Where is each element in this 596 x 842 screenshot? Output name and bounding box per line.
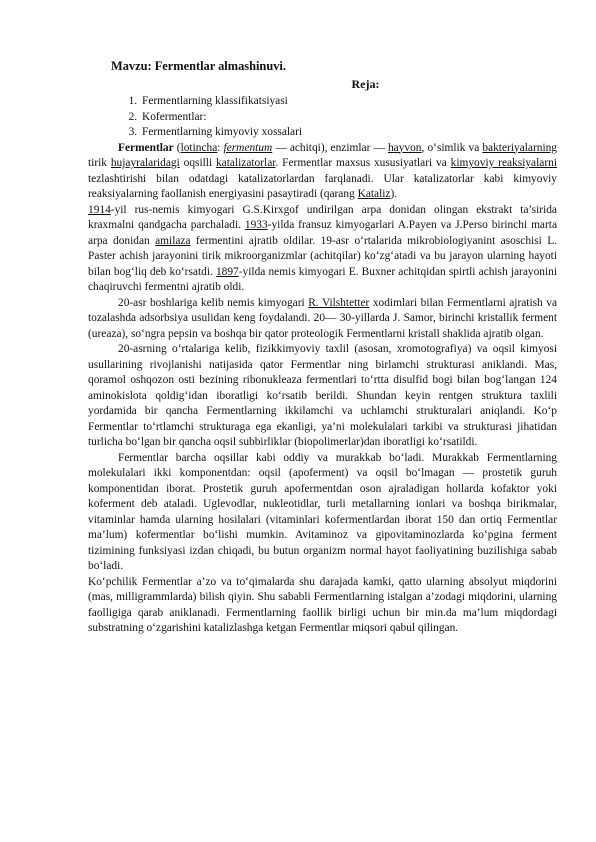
paragraph-composition: Fermentlar barcha oqsillar kabi oddiy va murakkab bo‘ladi. Murakkab Fermentlarning molekulalari ikki komponentdan: oqsil (apoferment) va oqsil bo‘lmagan — prostetik guruh komponentidan iborat. Prostetik guruh apofermentdan oson ajraladigan hollarda kofaktor yoki koferment deb ataladi. Uglevodlar, nukleotidlar, turli metallarning ionlari va boshqa birikmalar, vitaminlar hamda ularning hosilalari (vitaminlari kofermentlardan iborat 150 dan ortiq Fermentlar ma’lum) kofermentlar bo‘lishi mumkin. Avitaminoz va gipovitaminozlarda ko‘pgina ferment tizimining funksiyasi izdan chiqadi, bu butun organizm normal hayot faoliyatining buzilishiga sabab bo‘ladi. xyxy=(88,451,557,572)
text-span: — achitqi), enzimlar — xyxy=(272,141,388,154)
document-page xyxy=(88,58,557,637)
link-fermentum[interactable]: fermentum xyxy=(223,141,273,154)
text-span: fermentini ajratib oldilar. 19-asr o‘rtalarida mikrobiologiyanint asoschisi L. Paster achish jarayonini tirik mikroorganizmlar (achitqilar) ko‘zg‘atadi va bu jarayon ularning hayoti bilan bog‘liq deb ko‘rsatdi. xyxy=(88,234,558,278)
paragraph-activity: Ko‘pchilik Fermentlar a’zo va to‘qimalarda shu darajada kamki, qatto ularning absolyut miqdorini (mas, milligrammlarda) bilish qiyin. Shu sababli Fermentlarning istalgan a’zodagi miqdorini, ularning faolligiga qarab aniklanadi. Fermentlarning faollik birligi uchun bir min.da ma’lum miqdordagi substratning o‘zgarishini katalizlashga ketgan Fermentlar miqsori qabul qilingan. xyxy=(88,575,557,634)
plan-title: Reja: xyxy=(351,77,380,91)
plan-item: 1. Fermentlarning klassifikatsiyasi xyxy=(140,94,557,110)
link-kimyoviy-reaksiyalarni[interactable]: kimyoviy reaksiyalarni xyxy=(450,157,557,169)
plan-list xyxy=(88,94,557,141)
link-amilaza[interactable]: amilaza xyxy=(155,234,191,247)
text-span: 20-asr boshlariga kelib nemis kimyogari xyxy=(118,296,309,309)
text-span: -yilda fransuz kimyogarlari A.Payen va J.Perso birinchi marta arpa donidan xyxy=(88,219,557,247)
text-span: -yil rus-nemis kimyogari G.S.Kirxgof undirilgan arpa donidan olingan ekstrakt ta’sirida kraxmalni qandgacha parchaladi. xyxy=(88,203,557,231)
text-span: xodimlari bilan Fermentlarni ajratish va tozalashda adsorbsiya usulidan keng foydalandi. 20— 30-yillarda J. Samor, birinchi kristallik ferment (ureaza), so‘ngra pepsin va boshqa bir qator proteologik Fermentlarni kristall shaklida ajratib olgan. xyxy=(88,296,557,340)
link-vilshtetter[interactable]: R. Vilshtetter xyxy=(308,296,370,309)
text-span: oqsilli xyxy=(179,157,216,169)
paragraph-definition xyxy=(88,141,557,203)
link-hujayralaridagi[interactable]: hujayralaridagi xyxy=(110,157,180,169)
paragraph-20th-century xyxy=(88,296,557,343)
link-1897[interactable]: 1897 xyxy=(215,265,239,278)
text-span: tezlashtirishi bilan odatdagi katalizatorlardan farqlanadi. Ular katalizatorlar kabi kimyoviy reaksiyalarning faollanish energiyasini pasaytiradi (qarang xyxy=(88,172,557,200)
plan-item: 2. Kofermentlar: xyxy=(140,110,557,126)
paragraph-history xyxy=(88,203,557,296)
term-fermentlar: Fermentlar xyxy=(118,141,174,154)
paragraph-structure: 20-asrning o‘rtalariga kelib, fizikkimyoviy taxlil (asosan, xromotografiya) va oqsil kimyosi usullarining rivojlanishi natijasida qator Fermentlar ning birlamchi strukturasi aniklandi. Mas, qoramol oshqozon osti bezining ribonukleaza fermentlari to‘rtta disulfid bogi bilan bog‘langan 124 aminokislota qoldig‘idan iboratligi ko‘rsatib berildi. Shundan keyin rentgen struktura taxlili yordamida bir qancha Fermentlarning ikkilamchi va uchlamchi strukturalari aniqlandi. Ko‘p Fermentlar to‘rtlamchi strukturaga ega ekanligi, ya’ni molekulalari tarkibi va strukturasi jihatidan turlicha bo‘lgan bir qancha oqsil subbirliklar (biopolimerlar)dan iboratligi ko‘rsatildi. xyxy=(88,343,557,448)
link-lotincha[interactable]: lotincha xyxy=(180,141,218,154)
text-span: , o‘simlik va xyxy=(421,141,483,154)
plan-item: 3. Fermentlarning kimyoviy xossalari xyxy=(140,125,557,141)
text-span: tirik xyxy=(88,157,111,169)
text-span: . Fermentlar maxsus xususiyatlari va xyxy=(275,157,451,169)
link-1933[interactable]: 1933 xyxy=(244,219,268,231)
text-span: : xyxy=(217,141,224,154)
text-span: ( xyxy=(173,141,181,154)
link-1914[interactable]: 1914 xyxy=(88,203,111,216)
link-katalizatorlar[interactable]: katalizatorlar xyxy=(215,157,276,169)
text-span: -yilda nemis kimyogari E. Buxner achitqidan spirtli achish jarayonini chaqiruvchi fermentni ajratib oldi. xyxy=(88,265,557,293)
text-span: ). xyxy=(390,188,398,200)
link-hayvon[interactable]: hayvon xyxy=(387,141,422,154)
link-bakteriyalarning[interactable]: bakteriyalarning xyxy=(482,141,557,154)
link-kataliz[interactable]: Kataliz xyxy=(357,188,391,200)
topic-heading: Mavzu: Fermentlar almashinuvi. xyxy=(111,59,286,73)
